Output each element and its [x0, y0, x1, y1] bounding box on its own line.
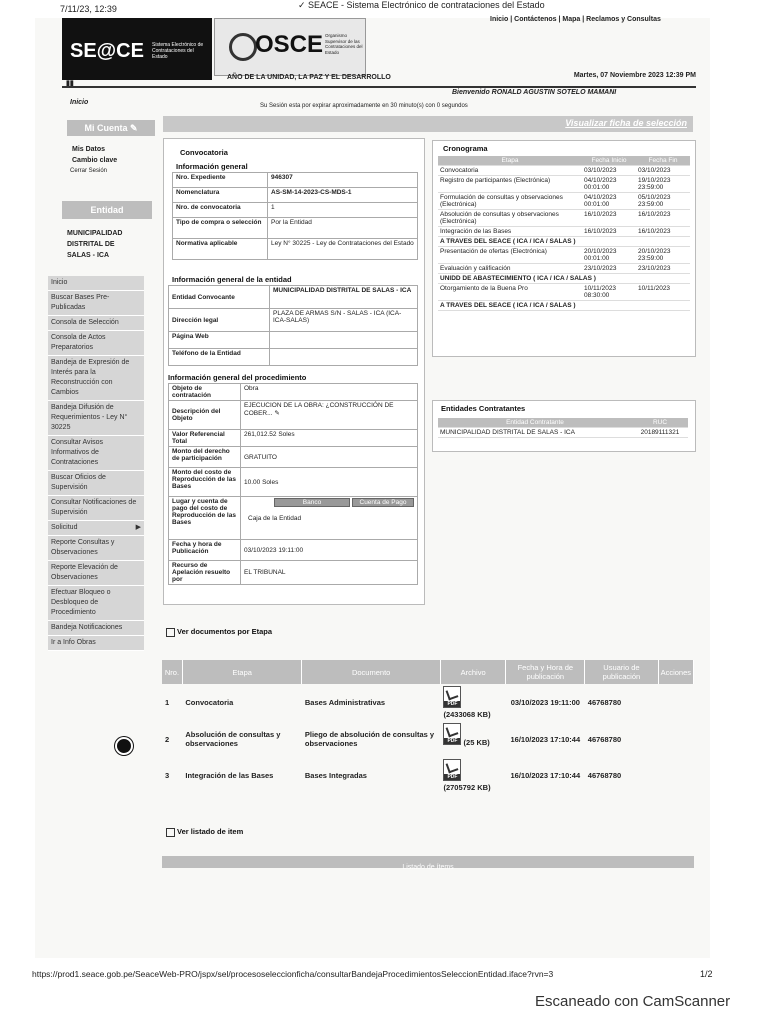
- table-row: [438, 166, 690, 176]
- osce-logo[interactable]: [214, 18, 366, 76]
- doc-archivo[interactable]: [440, 721, 505, 757]
- table-row: [169, 309, 418, 332]
- general-info-table: [172, 172, 418, 260]
- pause-icon: ▮▮: [66, 80, 74, 87]
- print-timestamp: 7/11/23, 12:39: [60, 4, 117, 14]
- label-costo-reproduccion: Monto del costo de Reproducción de las Bases: [169, 468, 241, 497]
- label-expediente: Nro. Expediente: [173, 173, 268, 188]
- table-row: [173, 188, 418, 203]
- account-item-datos[interactable]: Mis Datos: [72, 146, 106, 153]
- doc-acciones: [658, 757, 693, 794]
- items-toggle[interactable]: [166, 827, 243, 837]
- menu-item-reporte-elevacion[interactable]: Reporte Elevación de Observaciones: [48, 561, 144, 586]
- pdf-icon-label: PDF: [444, 701, 460, 707]
- account-item-clave[interactable]: Cambio clave: [72, 157, 118, 164]
- doc-fecha: 16/10/2023 17:10:44: [510, 771, 581, 780]
- edit-icon[interactable]: ✎: [274, 410, 280, 417]
- table-row: [169, 332, 418, 349]
- table-row: [173, 239, 418, 260]
- menu-item-actos-preparatorios[interactable]: Consola de Actos Preparatorios: [48, 331, 144, 356]
- value-pagina-web: [270, 332, 418, 349]
- crono-fin: 16/10/2023: [636, 210, 690, 227]
- table-row: [169, 540, 418, 561]
- magnifier-icon: [229, 33, 257, 61]
- col-entidad-contratante: Entidad Contratante: [438, 418, 632, 428]
- items-bar-label: Listado de ítems: [402, 864, 454, 871]
- table-row: [169, 447, 418, 468]
- table-row: [169, 497, 418, 540]
- table-row: [438, 264, 690, 274]
- table-row: [438, 274, 690, 284]
- col-fecha-fin: Fecha Fin: [636, 156, 690, 166]
- doc-usuario: 46768780: [587, 698, 622, 707]
- crono-fin: 19/10/2023 23:59:00: [636, 176, 690, 193]
- pdf-icon-label: PDF: [444, 738, 460, 744]
- crono-inicio: 16/10/2023: [582, 227, 636, 237]
- value-direccion: PLAZA DE ARMAS S/N - SALAS - ICA (ICA-ICA-SALAS): [270, 309, 418, 332]
- entity-name: MUNICIPALIDAD DISTRITAL DE SALAS - ICA: [67, 230, 123, 259]
- menu-item-inicio[interactable]: Inicio: [48, 276, 144, 291]
- label-normativa: Normativa aplicable: [173, 239, 268, 260]
- entity-box-header: Entidad: [62, 201, 152, 219]
- table-row: [162, 684, 694, 721]
- label-valor-referencial: Valor Referencial Total: [169, 430, 241, 447]
- print-title: ✓ SEACE - Sistema Electrónico de contrataciones del Estado: [298, 0, 545, 10]
- crono-fin: 23/10/2023: [636, 264, 690, 274]
- crono-etapa: Formulación de consultas y observaciones (Electrónica): [438, 193, 582, 210]
- doc-documento: Bases Integradas: [304, 771, 367, 780]
- value-normativa: Ley N° 30225 - Ley de Contrataciones del Estado: [268, 239, 418, 260]
- seace-logo-text: SE@CE: [70, 40, 144, 62]
- label-nomenclatura: Nomenclatura: [173, 188, 268, 203]
- doc-usuario: 46768780: [587, 771, 622, 780]
- crono-inicio: 20/10/2023 00:01:00: [582, 247, 636, 264]
- label-direccion: Dirección legal: [169, 309, 270, 332]
- table-header: [438, 418, 688, 428]
- table-row: [438, 176, 690, 193]
- doc-size: (2433068 KB): [443, 710, 491, 719]
- table-row: [438, 210, 690, 227]
- label-lugar-pago: Lugar y cuenta de pago del costo de Reproducción de las Bases: [169, 497, 241, 540]
- col-archivo: Archivo: [440, 660, 505, 684]
- label-entidad-convocante: Entidad Convocante: [169, 286, 270, 309]
- crono-note: A TRAVES DEL SEACE ( ICA / ICA / SALAS ): [438, 237, 690, 247]
- table-row: [169, 561, 418, 585]
- doc-archivo[interactable]: [440, 757, 505, 794]
- top-nav: Inicio | Contáctenos | Mapa | Reclamos y Consultas: [490, 16, 661, 23]
- crono-fin: 16/10/2023: [636, 227, 690, 237]
- doc-usuario: 46768780: [587, 734, 622, 744]
- header-band: [62, 72, 696, 88]
- doc-nro: 3: [165, 771, 170, 780]
- account-item-logout[interactable]: Cerrar Sesión: [70, 168, 108, 174]
- doc-fecha: 16/10/2023 17:10:44: [510, 734, 581, 744]
- entity-info-title: Información general de la entidad: [172, 275, 292, 284]
- year-motto: AÑO DE LA UNIDAD, LA PAZ Y EL DESARROLLO: [227, 74, 391, 81]
- crono-note: UNIDD DE ABASTECIMIENTO ( ICA / ICA / SALAS ): [438, 274, 690, 284]
- account-header: Cuenta de Pago: [352, 498, 414, 507]
- table-row: [173, 218, 418, 239]
- value-valor-referencial: 261,012.52 Soles: [241, 430, 418, 447]
- table-row: [169, 468, 418, 497]
- table-row: [438, 428, 688, 438]
- scroll-top-icon[interactable]: [115, 737, 133, 755]
- crono-etapa: Evaluación y calificación: [438, 264, 582, 274]
- value-entidad-convocante: MUNICIPALIDAD DISTRITAL DE SALAS - ICA: [270, 286, 418, 309]
- table-row: [173, 203, 418, 218]
- doc-size: (2705792 KB): [443, 783, 491, 792]
- crono-etapa: Integración de las Bases: [438, 227, 582, 237]
- menu-item-reporte-consultas[interactable]: Reporte Consultas y Observaciones: [48, 536, 144, 561]
- docs-toggle-label: Ver documentos por Etapa: [177, 627, 273, 636]
- pdf-icon-label: PDF: [444, 774, 460, 780]
- table-header: [438, 156, 690, 166]
- table-row: [438, 247, 690, 264]
- print-url: https://prod1.seace.gob.pe/SeaceWeb-PRO/jspx/sel/procesoseleccionficha/consultarBandejaProcedimientosSeleccionEntidad.iface?rvn=3: [32, 969, 554, 979]
- value-objeto: Obra: [241, 384, 418, 401]
- crono-etapa: Convocatoria: [438, 166, 582, 176]
- crono-inicio: 23/10/2023: [582, 264, 636, 274]
- seace-logo-subtitle: Sistema Electrónico de Contrataciones del Estado: [152, 42, 204, 60]
- arrow-right-icon: ▶: [135, 524, 141, 531]
- general-info-title: Información general: [176, 162, 248, 171]
- doc-archivo[interactable]: [440, 684, 505, 721]
- table-row: [173, 173, 418, 188]
- nav-reclamos[interactable]: Reclamos y Consultas: [586, 16, 661, 23]
- menu-item-solicitud-label: Solicitud: [51, 524, 78, 531]
- col-nro: Nro.: [162, 660, 182, 684]
- doc-documento: Bases Administrativas: [304, 698, 386, 707]
- doc-etapa: Integración de las Bases: [185, 771, 274, 780]
- pencil-icon: ✎: [129, 123, 138, 133]
- ficha-link[interactable]: Visualizar ficha de selección: [565, 118, 687, 128]
- osce-logo-subtitle: Organismo Supervisor de las Contrataciones del Estado: [325, 33, 363, 55]
- menu-item-info-obras[interactable]: Ir a Info Obras: [48, 636, 144, 651]
- side-menu: [48, 276, 144, 651]
- col-fecha-inicio: Fecha Inicio: [582, 156, 636, 166]
- menu-item-bases-prepublicadas[interactable]: Buscar Bases Pre-Publicadas: [48, 291, 144, 316]
- menu-item-bandeja-notificaciones[interactable]: Bandeja Notificaciones: [48, 621, 144, 636]
- contratante-ruc: 20189111321: [632, 428, 688, 438]
- cronograma-table: [438, 156, 690, 311]
- crono-inicio: 04/10/2023 00:01:00: [582, 193, 636, 210]
- menu-item-expresion-interes[interactable]: Bandeja de Expresión de Interés para la Reconstrucción con Cambios: [48, 356, 144, 401]
- col-usuario: Usuario de publicación: [585, 660, 658, 684]
- table-row: [169, 384, 418, 401]
- value-recurso-apelacion: EL TRIBUNAL: [241, 561, 418, 585]
- nav-inicio[interactable]: Inicio: [490, 16, 509, 23]
- label-pagina-web: Página Web: [169, 332, 270, 349]
- label-descripcion: Descripción del Objeto: [169, 401, 241, 430]
- welcome-text: Bienvenido RONALD AGUSTIN SOTELO MAMANI: [452, 89, 617, 96]
- value-nomenclatura: AS-SM-14-2023-CS-MDS-1: [268, 188, 418, 203]
- label-tipo-compra: Tipo de compra o selección: [173, 218, 268, 239]
- table-row: [438, 237, 690, 247]
- cronograma-title: Cronograma: [443, 144, 488, 153]
- seace-logo[interactable]: [62, 18, 212, 80]
- label-objeto: Objeto de contratación: [169, 384, 241, 401]
- doc-etapa: Convocatoria: [185, 698, 234, 707]
- table-row: [169, 401, 418, 430]
- label-derecho-participacion: Monto del derecho de participación: [169, 447, 241, 468]
- docs-toggle[interactable]: [166, 627, 272, 637]
- value-lugar-pago: Caja de la Entidad: [248, 515, 302, 522]
- pdf-icon[interactable]: [443, 686, 461, 708]
- col-fecha: Fecha y Hora de publicación: [506, 660, 585, 684]
- col-etapa: Etapa: [182, 660, 301, 684]
- items-bar: [162, 856, 694, 871]
- menu-item-oficios-supervision[interactable]: Buscar Oficios de Supervisión: [48, 471, 144, 496]
- bank-header: Banco: [274, 498, 350, 507]
- value-descripcion[interactable]: [241, 401, 418, 430]
- crono-fin: 03/10/2023: [636, 166, 690, 176]
- crono-fin: 10/11/2023: [636, 284, 690, 301]
- table-row: [169, 349, 418, 366]
- crono-note: A TRAVES DEL SEACE ( ICA / ICA / SALAS ): [438, 301, 690, 311]
- doc-documento: Pliego de absolución de consultas y observaciones: [304, 730, 435, 748]
- crono-inicio: 16/10/2023: [582, 210, 636, 227]
- doc-nro: 2: [165, 734, 170, 744]
- crono-inicio: 10/11/2023 08:30:00: [582, 284, 636, 301]
- crono-inicio: 03/10/2023: [582, 166, 636, 176]
- contratantes-title: Entidades Contratantes: [441, 404, 526, 413]
- print-page-number: 1/2: [700, 969, 713, 979]
- pdf-icon[interactable]: [443, 723, 461, 745]
- menu-item-notificaciones-supervision[interactable]: Consultar Notificaciones de Supervisión: [48, 496, 144, 521]
- menu-item-difusion-requerimientos[interactable]: Bandeja Difusión de Requerimientos - Ley N° 30225: [48, 401, 144, 436]
- menu-item-consola-seleccion[interactable]: Consola de Selección: [48, 316, 144, 331]
- nav-contactenos[interactable]: Contáctenos: [514, 16, 557, 23]
- contratantes-table: [438, 418, 688, 438]
- table-header: [162, 660, 694, 684]
- expand-icon: [166, 628, 175, 637]
- value-nro-convocatoria: 1: [268, 203, 418, 218]
- expand-icon: [166, 828, 175, 837]
- current-date: Martes, 07 Noviembre 2023 12:39 PM: [573, 72, 696, 79]
- account-title: Mi Cuenta: [84, 123, 128, 133]
- menu-item-avisos-informativos[interactable]: Consultar Avisos Informativos de Contrataciones: [48, 436, 144, 471]
- session-notice: Su Sesión esta por expirar aproximadamente en 30 minuto(s) con 0 segundos: [260, 103, 468, 109]
- osce-logo-text: OSCE: [255, 31, 324, 58]
- entity-info-table: [168, 285, 418, 366]
- value-telefono: [270, 349, 418, 366]
- doc-nro: 1: [165, 698, 170, 707]
- crono-fin: 20/10/2023 23:59:00: [636, 247, 690, 264]
- col-documento: Documento: [302, 660, 441, 684]
- table-row: [438, 284, 690, 301]
- value-expediente: 946307: [268, 173, 418, 188]
- table-row: [162, 721, 694, 757]
- pdf-icon[interactable]: [443, 759, 461, 781]
- table-row: [438, 227, 690, 237]
- value-descripcion-text: EJECUCION DE LA OBRA: ¿CONSTRUCCIÓN DE COBER...: [244, 402, 394, 417]
- col-ruc: RUC: [632, 418, 688, 428]
- crono-etapa: Presentación de ofertas (Electrónica): [438, 247, 582, 264]
- breadcrumb-home[interactable]: Inicio: [70, 99, 89, 106]
- scanner-watermark: Escaneado con CamScanner: [535, 993, 731, 1010]
- doc-size: (25 KB): [463, 738, 490, 747]
- nav-mapa[interactable]: Mapa: [562, 16, 581, 23]
- crono-etapa: Registro de participantes (Electrónica): [438, 176, 582, 193]
- crono-etapa: Absolución de consultas y observaciones (Electrónica): [438, 210, 582, 227]
- crono-inicio: 04/10/2023 00:01:00: [582, 176, 636, 193]
- col-etapa: Etapa: [438, 156, 582, 166]
- table-row: [169, 430, 418, 447]
- procedure-info-table: [168, 383, 418, 585]
- col-acciones: Acciones: [658, 660, 693, 684]
- convocatoria-title: Convocatoria: [180, 148, 228, 157]
- doc-acciones: [658, 684, 693, 721]
- label-nro-convocatoria: Nro. de convocatoria: [173, 203, 268, 218]
- value-tipo-compra: Por la Entidad: [268, 218, 418, 239]
- procedure-info-title: Información general del procedimiento: [168, 373, 307, 382]
- label-recurso-apelacion: Recurso de Apelación resuelto por: [169, 561, 241, 585]
- value-costo-reproduccion: 10.00 Soles: [241, 468, 418, 497]
- table-row: [162, 757, 694, 794]
- payment-subtable-cell: [241, 497, 418, 540]
- ficha-bar: [163, 116, 693, 132]
- menu-item-bloqueo[interactable]: Efectuar Bloqueo o Desbloqueo de Procedimiento: [48, 586, 144, 621]
- doc-fecha: 03/10/2023 19:11:00: [510, 698, 580, 707]
- items-toggle-label: Ver listado de item: [177, 827, 244, 836]
- menu-item-solicitud[interactable]: [48, 521, 144, 536]
- crono-fin: 05/10/2023 23:59:00: [636, 193, 690, 210]
- contratante-name: MUNICIPALIDAD DISTRITAL DE SALAS - ICA: [438, 428, 632, 438]
- documents-table: [162, 660, 694, 794]
- table-row: [438, 193, 690, 210]
- value-derecho-participacion: GRATUITO: [241, 447, 418, 468]
- label-telefono: Teléfono de la Entidad: [169, 349, 270, 366]
- label-fecha-publicacion: Fecha y hora de Publicación: [169, 540, 241, 561]
- value-fecha-publicacion: 03/10/2023 19:11:00: [241, 540, 418, 561]
- table-row: [169, 286, 418, 309]
- doc-acciones: [658, 721, 693, 757]
- table-row: [438, 301, 690, 311]
- doc-etapa: Absolución de consultas y observaciones: [185, 730, 281, 748]
- crono-etapa: Otorgamiento de la Buena Pro: [438, 284, 582, 301]
- account-box-header: [67, 120, 155, 136]
